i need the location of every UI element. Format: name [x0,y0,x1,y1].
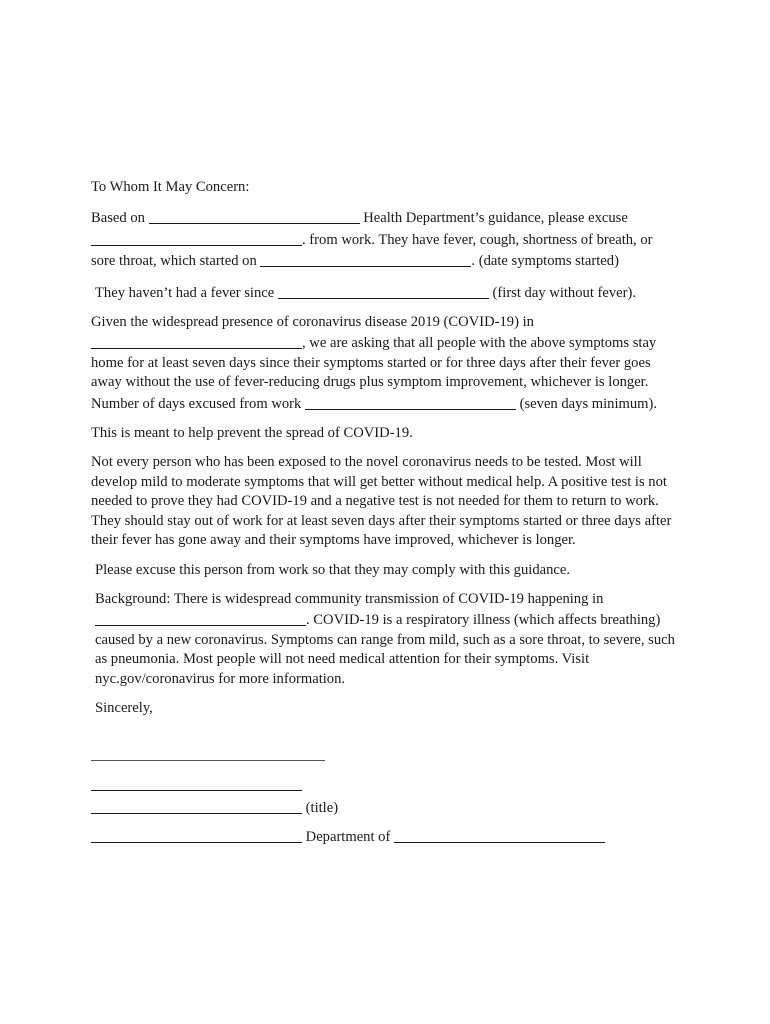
signature-block [91,738,676,855]
paragraph-purpose: This is meant to help prevent the spread of COVID-19. [91,425,413,442]
text-widespread-presence: Given the widespread presence of coronavirus disease 2019 (COVID-19) in [91,314,534,331]
paragraph-fever [91,282,676,303]
department-row [91,826,676,848]
text-based-on: Based on [91,210,149,227]
paragraph-symptoms [91,207,676,271]
title-label: (title) [302,800,339,816]
text-covid-description: . COVID-19 is a respiratory illness (which affects breathing) caused by a new coronavirus. Symptoms can range from mild, such as a sore throat, to severe, such as pneumonia. Most people will not need medical attention for their symptoms. Visit nyc.gov/coronavirus for more information. [95,612,675,687]
title-blank[interactable] [91,799,302,814]
days-excused-blank[interactable] [305,395,516,410]
first-day-without-fever-blank[interactable] [278,284,489,299]
text-stay-home: , we are asking that all people with the above symptoms stay home for at least seven days since their symptoms started or for three days after their fever goes away without the use of fever-reducing drugs plus symptom improvement, whichever is longer. Number of days excused from work [91,335,657,412]
text-date-symptoms-started: . (date symptoms started) [471,253,619,270]
department-name-blank[interactable] [91,828,302,843]
signature-line[interactable] [91,738,325,761]
text-no-fever-since: They haven’t had a fever since [95,284,278,301]
text-first-day-without-fever: (first day without fever). [488,284,636,301]
department-label: Department of [302,829,394,845]
signer-name-line[interactable] [91,768,302,791]
closing: Sincerely, [95,699,153,716]
employee-name-blank[interactable] [91,231,302,246]
symptom-start-date-blank[interactable] [260,252,471,267]
text-background: Background: There is widespread community transmission of COVID-19 happening in [95,590,604,607]
letter-body [91,178,676,728]
text-health-dept-guidance: Health Department’s guidance, please excuse [359,210,628,227]
health-department-blank[interactable] [149,209,360,224]
paragraph-excuse-request: Please excuse this person from work so that they may comply with this guidance. [95,561,571,578]
text-seven-days-minimum: (seven days minimum). [515,395,658,412]
text-from-work: . from work. They have fever, cough, shortness of breath, or sore throat, which started on [91,231,653,270]
location-blank[interactable] [91,334,302,349]
paragraph-background [91,590,676,689]
salutation: To Whom It May Concern: [91,179,250,195]
paragraph-testing: Not every person who has been exposed to the novel coronavirus needs to be tested. Most will develop mild to moderate symptoms that will get better without medical help. A positive test is not needed to prove they had COVID-19 and a negative test is not needed for them to return to work. They should stay out of work for at least seven days after their symptoms started or three days after their fever has gone away and their symptoms have improved, whichever is longer. [91,454,672,549]
department-location-blank[interactable] [394,828,605,843]
title-row [91,797,676,819]
paragraph-widespread [91,313,676,414]
transmission-location-blank[interactable] [95,611,306,626]
